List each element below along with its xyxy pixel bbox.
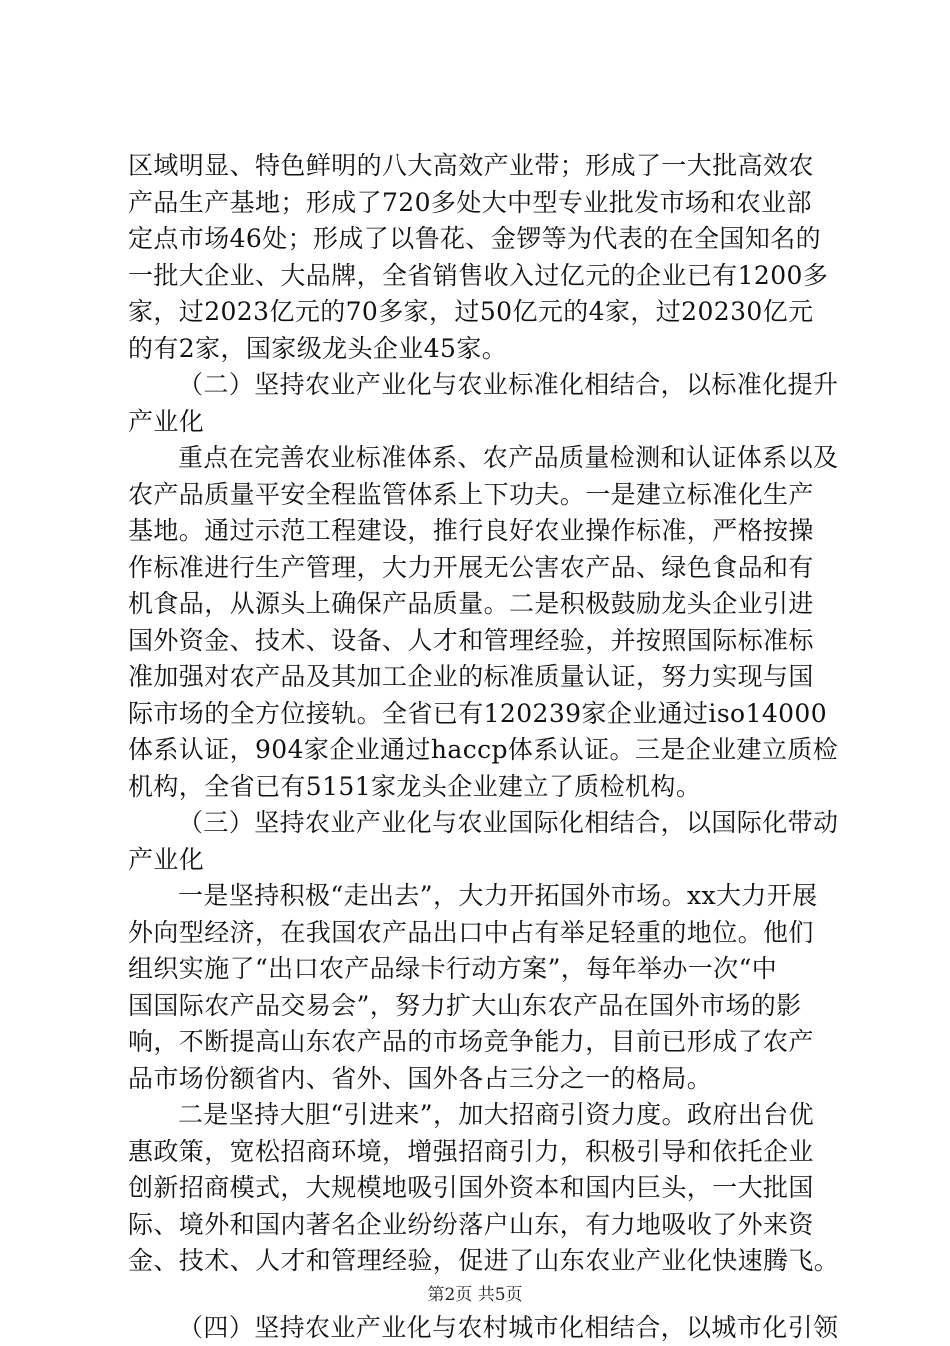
section-heading-4: （四）坚持农业产业化与农村城市化相结合，以城市化引领 xyxy=(128,1310,828,1346)
text-line: 体系认证，904家企业通过haccp体系认证。三是企业建立质检 xyxy=(128,732,828,769)
text-line: 基地。通过示范工程建设，推行良好农业操作标准，严格按操 xyxy=(128,513,828,550)
text-line: 创新招商模式，大规模地吸引国外资本和国内巨头，一大批国 xyxy=(128,1170,828,1207)
document-body xyxy=(128,148,828,1346)
text-line: 一批大企业、大品牌，全省销售收入过亿元的企业已有1200多 xyxy=(128,258,828,295)
text-line: 农产品质量平安全程监管体系上下功夫。一是建立标准化生产 xyxy=(128,477,828,514)
text-line: 组织实施了“出口农产品绿卡行动方案”，每年举办一次“中 xyxy=(128,951,828,988)
text-line: 金、技术、人才和管理经验，促进了山东农业产业化快速腾飞。 xyxy=(128,1243,828,1280)
page-number-footer: 第2页 共5页 xyxy=(0,1280,950,1305)
text-line: 外向型经济，在我国农产品出口中占有举足轻重的地位。他们 xyxy=(128,915,828,952)
text-line: 国国际农产品交易会”，努力扩大山东农产品在国外市场的影 xyxy=(128,988,828,1025)
text-line: 惠政策，宽松招商环境，增强招商引力，积极引导和依托企业 xyxy=(128,1134,828,1171)
text-line: 响，不断提高山东农产品的市场竞争能力，目前已形成了农产 xyxy=(128,1024,828,1061)
text-line: 产品生产基地；形成了720多处大中型专业批发市场和农业部 xyxy=(128,185,828,222)
text-line: 作标准进行生产管理，大力开展无公害农产品、绿色食品和有 xyxy=(128,550,828,587)
text-line: 国外资金、技术、设备、人才和管理经验，并按照国际标准标 xyxy=(128,623,828,660)
section-heading-2-cont: 产业化 xyxy=(128,404,828,441)
text-line: 准加强对农产品及其加工企业的标准质量认证，努力实现与国 xyxy=(128,659,828,696)
section-heading-3-cont: 产业化 xyxy=(128,842,828,879)
text-line: 际、境外和国内著名企业纷纷落户山东，有力地吸收了外来资 xyxy=(128,1207,828,1244)
section-heading-2: （二）坚持农业产业化与农业标准化相结合，以标准化提升 xyxy=(128,367,828,404)
text-line: 家，过2023亿元的70多家，过50亿元的4家，过20230亿元 xyxy=(128,294,828,331)
text-line: 际市场的全方位接轨。全省已有120239家企业通过iso14000 xyxy=(128,696,828,733)
section-heading-3: （三）坚持农业产业化与农业国际化相结合，以国际化带动 xyxy=(128,805,828,842)
paragraph-start: 二是坚持大胆“引进来”，加大招商引资力度。政府出台优 xyxy=(128,1097,828,1134)
text-line: 定点市场46处；形成了以鲁花、金锣等为代表的在全国知名的 xyxy=(128,221,828,258)
paragraph-start: 重点在完善农业标准体系、农产品质量检测和认证体系以及 xyxy=(128,440,828,477)
text-line: 机构，全省已有5151家龙头企业建立了质检机构。 xyxy=(128,769,828,806)
text-line: 品市场份额省内、省外、国外各占三分之一的格局。 xyxy=(128,1061,828,1098)
paragraph-start: 一是坚持积极“走出去”，大力开拓国外市场。xx大力开展 xyxy=(128,878,828,915)
text-line: 机食品，从源头上确保产品质量。二是积极鼓励龙头企业引进 xyxy=(128,586,828,623)
text-line: 区域明显、特色鲜明的八大高效产业带；形成了一大批高效农 xyxy=(128,148,828,185)
text-line: 的有2家，国家级龙头企业45家。 xyxy=(128,331,828,368)
